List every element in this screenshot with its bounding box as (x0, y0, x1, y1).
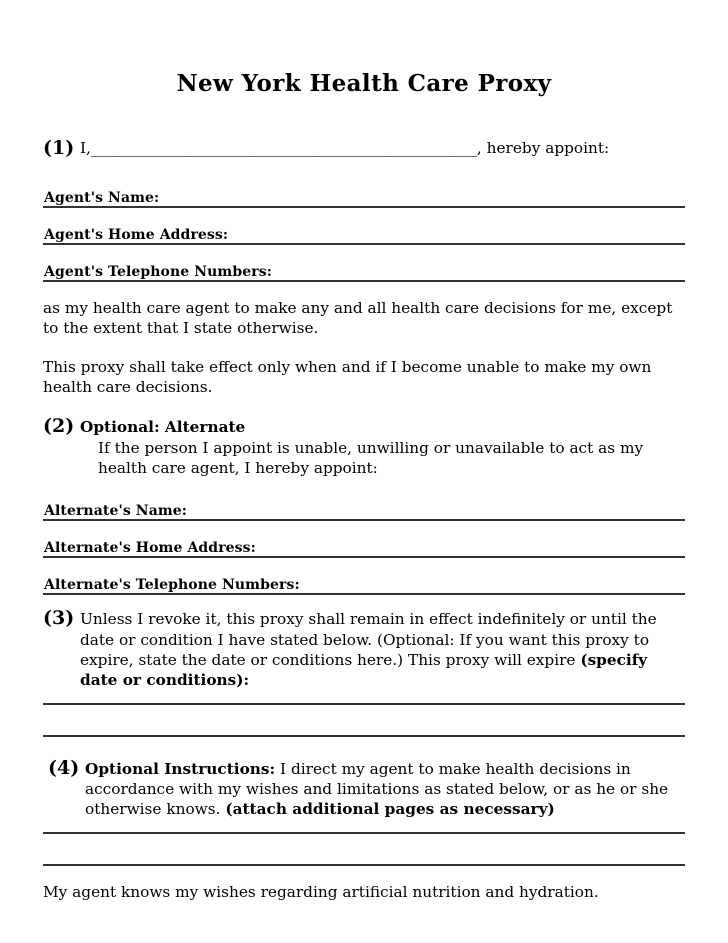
alternate-telephone-label: Alternate's Telephone Numbers: (44, 578, 304, 592)
spacer (43, 282, 685, 298)
alternate-name-label: Alternate's Name: (44, 504, 191, 518)
section-4-bold-text: (attach additional pages as necessary) (225, 800, 555, 819)
section-3-number: (3) (43, 607, 75, 630)
section-1-lead-text: I, (80, 139, 91, 157)
section-3-body-text: Unless I revoke it, this proxy shall remain in effect indefinitely or until the date or condition I have stated below. (Optional: If you want this proxy to expire, state the date or conditions here.) This proxy will expire (80, 610, 657, 669)
spacer (43, 595, 685, 609)
spacer (43, 521, 685, 529)
section-2-content (80, 417, 685, 478)
closing-statement: My agent knows my wishes regarding artificial nutrition and hydration. (43, 882, 599, 901)
spacer (43, 95, 685, 139)
spacer (43, 245, 685, 253)
section-1-appoint-line (80, 139, 685, 159)
alternate-home-address-field-row[interactable] (43, 529, 685, 558)
spacer (43, 737, 685, 759)
agent-telephone-field-row[interactable] (43, 253, 685, 282)
principal-name-blank[interactable]: ______________________________________________________ (90, 139, 477, 157)
section-2 (43, 417, 685, 478)
alternate-name-field-row[interactable] (43, 492, 685, 521)
section-4-heading: Optional Instructions: (85, 759, 276, 778)
spacer (43, 558, 685, 566)
spacer (43, 834, 685, 864)
section-3 (43, 609, 685, 690)
spacer (43, 866, 685, 882)
section-4-number: (4) (48, 756, 80, 779)
spacer (43, 397, 685, 417)
section-1-number: (1) (43, 137, 75, 159)
alternate-home-address-label: Alternate's Home Address: (44, 541, 260, 555)
spacer (43, 691, 685, 703)
section-4-body-text: I direct my agent to make health decisions in accordance with my wishes and limitations as stated below, or as he or she otherwise knows. (85, 759, 669, 819)
page-title: New York Health Care Proxy (176, 70, 552, 97)
section-4-content (85, 759, 685, 820)
section-1 (43, 139, 685, 159)
spacer (43, 705, 685, 735)
section-1-paragraph-1: as my health care agent to make any and all health care decisions for me, except to the extent that I state otherwise. (43, 298, 673, 338)
section-1-paragraph-2: This proxy shall take effect only when and if I become unable to make my own health care decisions. (43, 357, 652, 396)
alternate-telephone-field-row[interactable] (43, 566, 685, 595)
section-2-number: (2) (43, 415, 75, 438)
section-1-trailing-text: , hereby appoint: (476, 139, 610, 157)
agent-name-field-row[interactable] (43, 179, 685, 208)
agent-name-label: Agent's Name: (44, 191, 163, 205)
section-4 (43, 756, 685, 820)
spacer (43, 478, 685, 492)
spacer (43, 339, 685, 357)
spacer (43, 208, 685, 216)
agent-telephone-label: Agent's Telephone Numbers: (44, 265, 276, 279)
section-2-body-text: If the person I appoint is unable, unwilling or unavailable to act as my health care agent, I hereby appoint: (98, 438, 644, 477)
agent-home-address-label: Agent's Home Address: (44, 228, 232, 242)
section-2-heading: Optional: Alternate (80, 418, 246, 437)
spacer (43, 159, 685, 179)
section-3-content (80, 609, 685, 690)
section-3-bold-text: (specify date or conditions): (80, 650, 648, 690)
spacer (43, 820, 685, 832)
agent-home-address-field-row[interactable] (43, 216, 685, 245)
